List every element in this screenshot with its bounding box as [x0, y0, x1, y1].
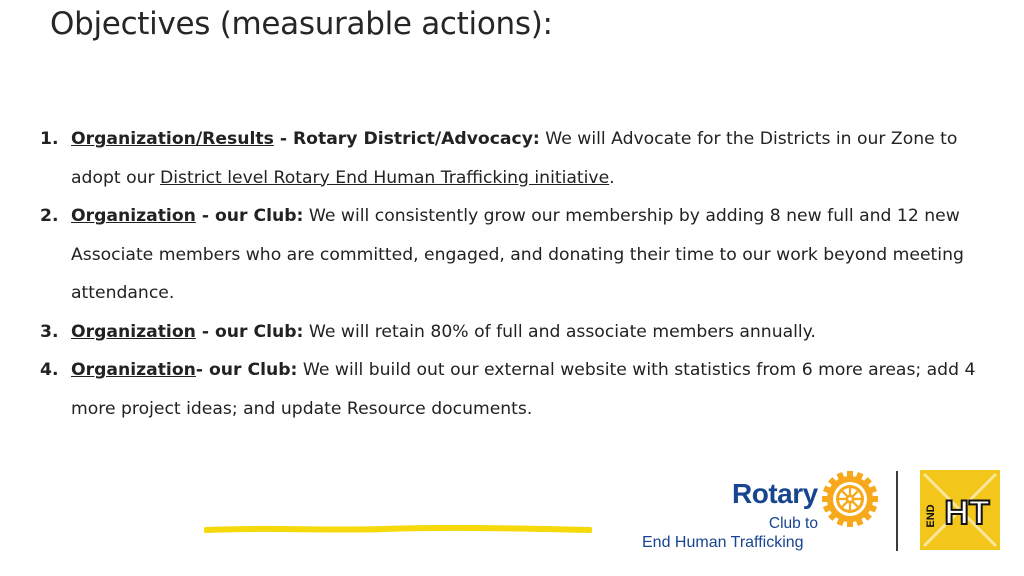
objective-number: 4. [40, 360, 59, 380]
objective-item [40, 351, 1000, 428]
page-title: Objectives (measurable actions): [50, 6, 553, 42]
objective-text: We will retain 80% of full and associate members annually. [303, 321, 816, 342]
logo-divider [896, 471, 898, 551]
objective-number: 1. [40, 129, 59, 149]
rotary-club-logo [640, 470, 880, 562]
objective-text-end: . [609, 167, 615, 188]
yellow-highlight-stroke [204, 525, 592, 534]
rotary-club-line: Club to [768, 515, 818, 532]
objective-category: Organization [71, 321, 196, 342]
objective-scope: - our Club: [195, 360, 298, 380]
objective-text: We will Advocate for the Districts in our Zone to adopt our [71, 129, 958, 188]
objective-scope: - our Club: [195, 206, 304, 226]
objectives-list [40, 120, 1000, 428]
rotary-wheel-icon [821, 470, 879, 528]
end-ht-mark: HT [944, 494, 990, 532]
objective-text: We will consistently grow our membership by adding 8 new full and 12 new Associate members who are committed, engaged, and donating their time to our work beyond meeting attendance. [71, 206, 964, 303]
rotary-cause-line: End Human Trafficking [642, 534, 804, 551]
objective-item [40, 120, 1000, 197]
objective-text: We will build out our external website with statistics from 6 more areas; add 4 more project ideas; and update Resource documents. [71, 360, 976, 419]
objective-category: Organization [71, 360, 196, 380]
objective-item [40, 197, 1000, 313]
objective-scope: - Rotary District/Advocacy: [273, 129, 540, 149]
objective-number: 3. [40, 321, 59, 342]
objective-scope: - our Club: [195, 321, 304, 342]
end-ht-prefix: END [925, 504, 937, 528]
objective-category: Organization [71, 206, 196, 226]
objective-number: 2. [40, 206, 59, 226]
district-initiative-link[interactable]: District level Rotary End Human Trafficking initiative [160, 167, 610, 188]
objective-category: Organization/Results [71, 129, 274, 149]
end-ht-logo-icon [920, 470, 1000, 550]
objective-item [40, 313, 1000, 352]
rotary-wordmark: Rotary [732, 478, 818, 509]
